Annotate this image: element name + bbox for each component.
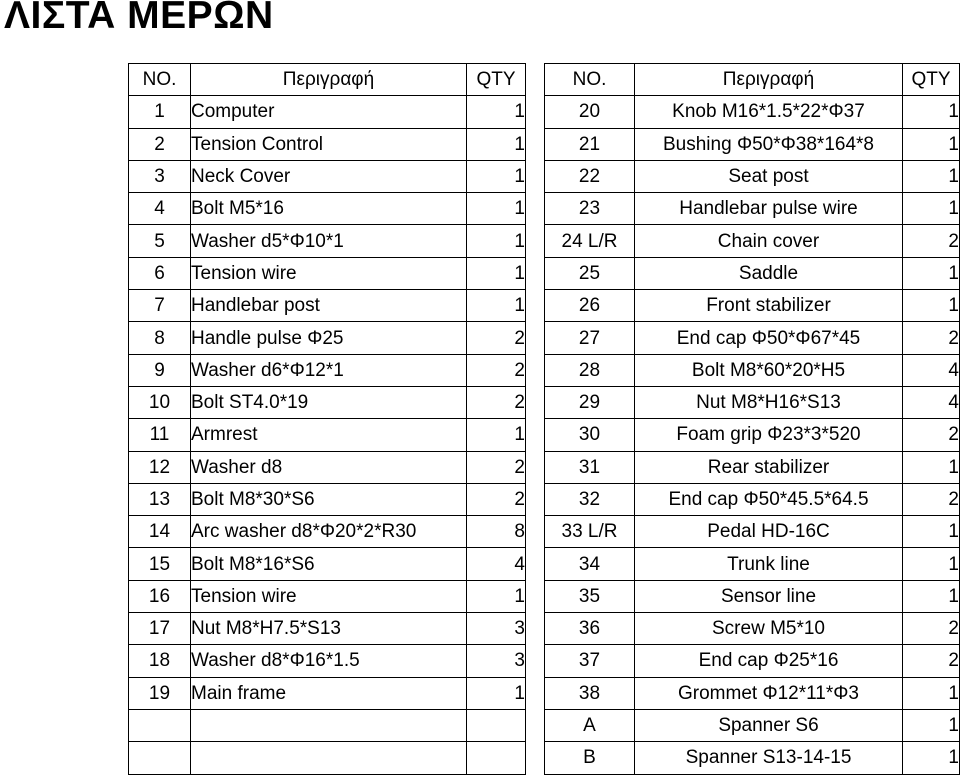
part-description: Washer d5*Φ10*1 — [191, 225, 467, 257]
table-row — [545, 677, 960, 709]
part-quantity: 2 — [467, 483, 526, 515]
part-quantity: 1 — [903, 160, 960, 192]
part-description: Pedal HD-16C — [635, 516, 903, 548]
part-quantity: 1 — [903, 128, 960, 160]
part-description: Nut M8*H16*S13 — [635, 386, 903, 418]
part-description: Rear stabilizer — [635, 451, 903, 483]
table-row — [129, 160, 526, 192]
part-quantity: 1 — [467, 160, 526, 192]
table-row — [545, 386, 960, 418]
part-description: Bolt M5*16 — [191, 193, 467, 225]
table-row — [545, 257, 960, 289]
table-row — [129, 257, 526, 289]
part-description: End cap Φ50*Φ67*45 — [635, 322, 903, 354]
part-description: Tension Control — [191, 128, 467, 160]
part-description: Tension wire — [191, 257, 467, 289]
part-description: Nut M8*H7.5*S13 — [191, 613, 467, 645]
table-row — [545, 128, 960, 160]
part-description: Spanner S6 — [635, 709, 903, 741]
part-description: Washer d8*Φ16*1.5 — [191, 645, 467, 677]
part-description: Computer — [191, 96, 467, 128]
part-number: 35 — [545, 580, 635, 612]
part-quantity — [467, 709, 526, 741]
part-number: 7 — [129, 290, 191, 322]
table-row — [129, 483, 526, 515]
part-number: 10 — [129, 386, 191, 418]
part-number: 26 — [545, 290, 635, 322]
part-description: Main frame — [191, 677, 467, 709]
part-quantity: 1 — [467, 193, 526, 225]
part-number: 3 — [129, 160, 191, 192]
part-number: 20 — [545, 96, 635, 128]
part-number: 28 — [545, 354, 635, 386]
part-quantity: 2 — [467, 386, 526, 418]
header-no: NO. — [545, 64, 635, 96]
table-row — [545, 742, 960, 774]
part-number — [129, 709, 191, 741]
part-quantity: 2 — [903, 483, 960, 515]
part-description: Grommet Φ12*11*Φ3 — [635, 677, 903, 709]
part-quantity: 1 — [903, 96, 960, 128]
parts-table-right — [544, 63, 960, 775]
part-description: Spanner S13-14-15 — [635, 742, 903, 774]
part-quantity: 2 — [903, 225, 960, 257]
part-description: Armrest — [191, 419, 467, 451]
parts-table-left — [128, 63, 526, 775]
part-number: 30 — [545, 419, 635, 451]
part-description: Bolt M8*30*S6 — [191, 483, 467, 515]
part-number: 13 — [129, 483, 191, 515]
part-number: 14 — [129, 516, 191, 548]
part-quantity: 1 — [467, 225, 526, 257]
part-description: Screw M5*10 — [635, 613, 903, 645]
part-number: 16 — [129, 580, 191, 612]
table-row — [545, 354, 960, 386]
part-number: 34 — [545, 548, 635, 580]
part-quantity: 1 — [467, 257, 526, 289]
table-row — [129, 742, 526, 774]
part-quantity: 4 — [467, 548, 526, 580]
table-row — [129, 419, 526, 451]
table-row — [129, 386, 526, 418]
part-number: B — [545, 742, 635, 774]
table-row — [129, 322, 526, 354]
part-quantity: 1 — [467, 419, 526, 451]
part-number: 4 — [129, 193, 191, 225]
part-description: Chain cover — [635, 225, 903, 257]
part-quantity: 4 — [903, 354, 960, 386]
part-number: 12 — [129, 451, 191, 483]
part-description: Handlebar post — [191, 290, 467, 322]
part-number: 25 — [545, 257, 635, 289]
table-row — [129, 96, 526, 128]
part-description: Seat post — [635, 160, 903, 192]
table-row — [545, 548, 960, 580]
part-quantity: 2 — [467, 322, 526, 354]
table-row — [545, 516, 960, 548]
part-description: Trunk line — [635, 548, 903, 580]
part-description: Washer d6*Φ12*1 — [191, 354, 467, 386]
table-row — [545, 193, 960, 225]
part-quantity: 2 — [903, 645, 960, 677]
part-quantity: 1 — [903, 709, 960, 741]
table-row — [129, 709, 526, 741]
part-quantity: 8 — [467, 516, 526, 548]
table-row — [129, 451, 526, 483]
part-description: Handlebar pulse wire — [635, 193, 903, 225]
header-row — [129, 64, 526, 96]
table-row — [545, 613, 960, 645]
table-row — [129, 580, 526, 612]
part-quantity: 1 — [903, 742, 960, 774]
part-number: A — [545, 709, 635, 741]
part-quantity: 2 — [903, 322, 960, 354]
table-row — [545, 290, 960, 322]
part-number: 6 — [129, 257, 191, 289]
table-row — [545, 451, 960, 483]
table-row — [545, 322, 960, 354]
part-number: 9 — [129, 354, 191, 386]
part-description: Sensor line — [635, 580, 903, 612]
part-description: Bolt M8*60*20*H5 — [635, 354, 903, 386]
table-row — [129, 548, 526, 580]
table-row — [129, 645, 526, 677]
table-row — [545, 419, 960, 451]
part-quantity: 1 — [903, 677, 960, 709]
table-row — [129, 516, 526, 548]
part-quantity: 3 — [467, 613, 526, 645]
part-number: 37 — [545, 645, 635, 677]
table-row — [129, 354, 526, 386]
part-quantity: 2 — [467, 354, 526, 386]
part-number: 29 — [545, 386, 635, 418]
part-quantity: 1 — [903, 290, 960, 322]
part-number: 5 — [129, 225, 191, 257]
part-description: Bushing Φ50*Φ38*164*8 — [635, 128, 903, 160]
part-description — [191, 709, 467, 741]
part-number — [129, 742, 191, 774]
part-number: 36 — [545, 613, 635, 645]
part-quantity — [467, 742, 526, 774]
part-quantity: 1 — [467, 580, 526, 612]
part-number: 15 — [129, 548, 191, 580]
part-description: Saddle — [635, 257, 903, 289]
header-row — [545, 64, 960, 96]
part-quantity: 1 — [467, 290, 526, 322]
table-row — [545, 483, 960, 515]
part-quantity: 1 — [467, 96, 526, 128]
page-title: ΛΙΣΤΑ ΜΕΡΩΝ — [4, 0, 274, 37]
table-row — [545, 645, 960, 677]
part-quantity: 4 — [903, 386, 960, 418]
part-quantity: 1 — [903, 580, 960, 612]
part-number: 2 — [129, 128, 191, 160]
part-description: End cap Φ50*45.5*64.5 — [635, 483, 903, 515]
part-number: 1 — [129, 96, 191, 128]
header-qty: QTY — [467, 64, 526, 96]
table-row — [129, 290, 526, 322]
part-description: Washer d8 — [191, 451, 467, 483]
header-no: NO. — [129, 64, 191, 96]
table-row — [129, 128, 526, 160]
part-quantity: 3 — [467, 645, 526, 677]
part-quantity: 1 — [903, 451, 960, 483]
table-row — [545, 709, 960, 741]
part-quantity: 1 — [903, 193, 960, 225]
part-number: 8 — [129, 322, 191, 354]
part-quantity: 1 — [903, 516, 960, 548]
part-description: Tension wire — [191, 580, 467, 612]
part-description: Bolt ST4.0*19 — [191, 386, 467, 418]
part-description: Knob M16*1.5*22*Φ37 — [635, 96, 903, 128]
part-number: 33 L/R — [545, 516, 635, 548]
table-row — [129, 677, 526, 709]
part-description — [191, 742, 467, 774]
part-number: 19 — [129, 677, 191, 709]
part-description: End cap Φ25*16 — [635, 645, 903, 677]
part-number: 31 — [545, 451, 635, 483]
table-row — [129, 613, 526, 645]
part-number: 23 — [545, 193, 635, 225]
header-description: Περιγραφή — [635, 64, 903, 96]
part-number: 11 — [129, 419, 191, 451]
part-quantity: 2 — [903, 613, 960, 645]
part-number: 38 — [545, 677, 635, 709]
header-description: Περιγραφή — [191, 64, 467, 96]
part-description: Arc washer d8*Φ20*2*R30 — [191, 516, 467, 548]
table-row — [545, 96, 960, 128]
table-row — [129, 225, 526, 257]
part-description: Neck Cover — [191, 160, 467, 192]
part-description: Front stabilizer — [635, 290, 903, 322]
table-row — [545, 160, 960, 192]
header-qty: QTY — [903, 64, 960, 96]
part-number: 22 — [545, 160, 635, 192]
part-number: 32 — [545, 483, 635, 515]
part-number: 17 — [129, 613, 191, 645]
part-number: 18 — [129, 645, 191, 677]
part-number: 27 — [545, 322, 635, 354]
part-description: Bolt M8*16*S6 — [191, 548, 467, 580]
part-number: 21 — [545, 128, 635, 160]
table-row — [129, 193, 526, 225]
part-quantity: 1 — [903, 548, 960, 580]
part-quantity: 2 — [467, 451, 526, 483]
part-quantity: 1 — [467, 677, 526, 709]
part-description: Foam grip Φ23*3*520 — [635, 419, 903, 451]
part-number: 24 L/R — [545, 225, 635, 257]
part-quantity: 1 — [903, 257, 960, 289]
part-description: Handle pulse Φ25 — [191, 322, 467, 354]
table-row — [545, 225, 960, 257]
table-row — [545, 580, 960, 612]
part-quantity: 2 — [903, 419, 960, 451]
part-quantity: 1 — [467, 128, 526, 160]
